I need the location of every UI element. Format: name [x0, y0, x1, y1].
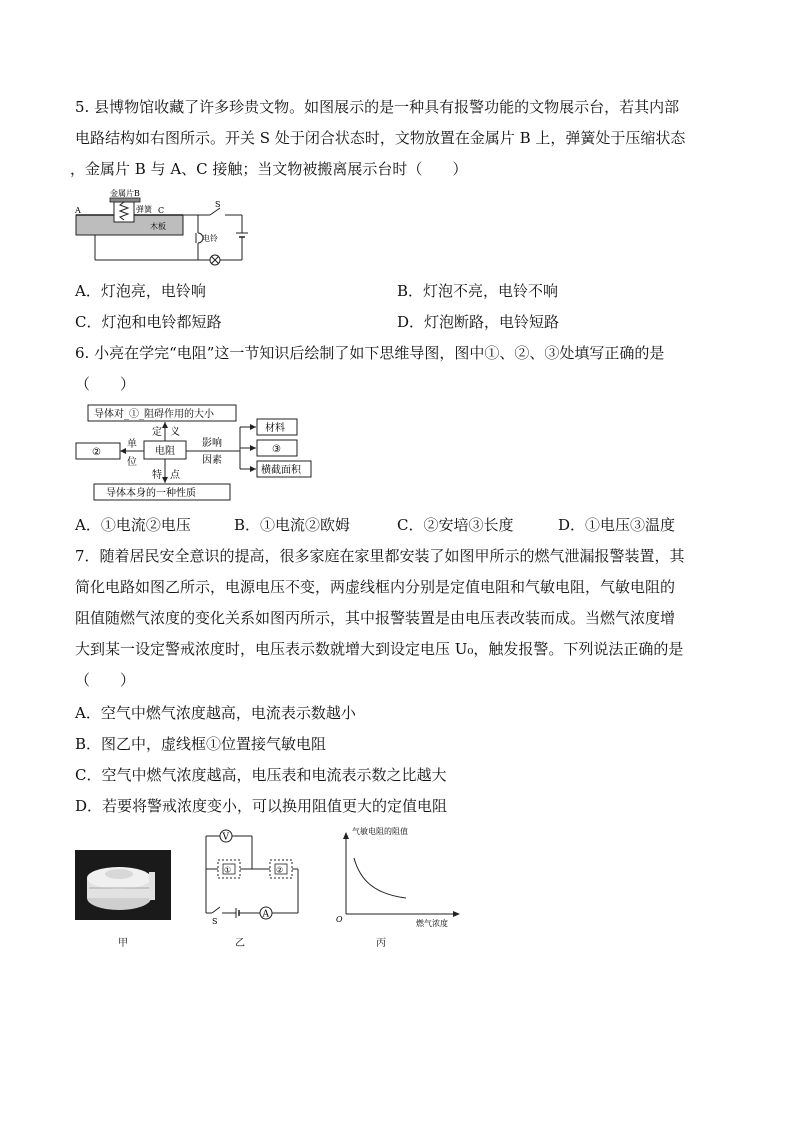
q7-line-1: 7．随着居民安全意识的提高，很多家庭在家里都安装了如图甲所示的燃气泄漏报警装置，其 [75, 547, 685, 565]
label-a: A [75, 206, 81, 215]
bottom-box-text: 导体本身的一种性质 [106, 488, 196, 499]
caption-bing: 丙 [376, 938, 386, 949]
q5-line-1: 5. 县博物馆收藏了许多珍贵文物。如图展示的是一种具有报警功能的文物展示台，若其内部 [75, 98, 680, 116]
label-c: C [158, 206, 165, 215]
q5-option-c: C．灯泡和电铃都短路 [75, 313, 222, 331]
feat-1: 特 [152, 470, 162, 481]
q6-option-b: B．①电流②欧姆 [234, 516, 351, 534]
def-2: 义 [170, 427, 180, 438]
r2-text: ③ [272, 444, 281, 455]
q6-line-2: （ ） [75, 375, 136, 393]
q7-resistance-graph [332, 824, 462, 930]
q5-option-d: D．灯泡断路，电铃短路 [397, 313, 560, 331]
q6-line-1: 6. 小亮在学完“电阻”这一节知识后绘制了如下思维导图，图中①、②、③处填写正确的是 [75, 344, 665, 362]
def-1: 定 [152, 427, 162, 438]
box-1-label: ① [224, 865, 232, 875]
label-s: S [215, 200, 221, 209]
q5-option-a: A．灯泡亮，电铃响 [75, 282, 206, 300]
q7-circuit [200, 826, 310, 926]
q6-option-a: A．①电流②电压 [75, 516, 191, 534]
x-label: 燃气浓度 [416, 919, 448, 928]
q6-mindmap [72, 403, 317, 503]
switch-s-icon [210, 208, 220, 215]
q7-line-5: （ ） [75, 671, 136, 689]
switch-label: S [212, 917, 218, 926]
ammeter-label: A [262, 909, 269, 920]
q7-line-3: 阻值随燃气浓度的变化关系如图丙所示，其中报警装置是由电压表改装而成。当燃气浓度增 [75, 609, 676, 627]
label-bell: 电铃 [202, 234, 218, 243]
switch-icon [212, 907, 220, 913]
q7-option-c: C．空气中燃气浓度越高，电压表和电流表示数之比越大 [75, 766, 447, 784]
label-metal: 金属片B [110, 189, 140, 198]
caption-yi: 乙 [235, 938, 245, 949]
q7-option-d: D．若要将警戒浓度变小，可以换用阻值更大的定值电阻 [75, 797, 448, 815]
caption-jia: 甲 [118, 938, 128, 949]
q5-line-2: 电路结构如右图所示。开关 S 处于闭合状态时，文物放置在金属片 B 上，弹簧处于压缩状态 [75, 129, 686, 147]
resistance-curve [354, 858, 406, 898]
voltmeter-label: V [222, 832, 229, 843]
q7-option-b: B．图乙中，虚线框①位置接气敏电阻 [75, 735, 327, 753]
q6-option-d: D．①电压③温度 [558, 516, 676, 534]
y-label: 气敏电阻的阻值 [352, 827, 408, 836]
q6-option-c: C．②安培③长度 [397, 516, 514, 534]
r1-text: 材料 [265, 423, 285, 434]
q7-line-4: 大到某一设定警戒浓度时，电压表示数就增大到设定电压 U₀，触发报警。下列说法正确的是 [75, 640, 684, 658]
q7-line-2: 简化电路如图乙所示，电源电压不变，两虚线框内分别是定值电阻和气敏电阻，气敏电阻的 [75, 578, 676, 596]
unit-1: 单 [127, 439, 137, 450]
r3-text: 横截面积 [261, 465, 301, 476]
label-spring: 弹簧 [136, 205, 152, 214]
factor-1: 影响 [202, 438, 222, 449]
center-text: 电阻 [155, 446, 175, 457]
label-board: 木板 [150, 222, 166, 231]
metal-plate-b [110, 198, 140, 202]
left-box-text: ② [92, 447, 101, 458]
top-box-text: 导体对_①_阻碍作用的大小 [94, 409, 214, 420]
box-2-label: ② [276, 865, 284, 875]
feat-2: 点 [170, 470, 180, 481]
q5-option-b: B．灯泡不亮，电铃不响 [397, 282, 559, 300]
factor-2: 因素 [202, 455, 222, 466]
q5-circuit-figure [70, 188, 260, 268]
unit-2: 位 [127, 457, 137, 468]
gas-detector-photo [75, 850, 171, 920]
origin-label: O [336, 915, 343, 924]
q7-option-a: A．空气中燃气浓度越高，电流表示数越小 [75, 704, 356, 722]
q5-line-3: ，金属片 B 与 A、C 接触；当文物被搬离展示台时（ ） [70, 160, 468, 178]
